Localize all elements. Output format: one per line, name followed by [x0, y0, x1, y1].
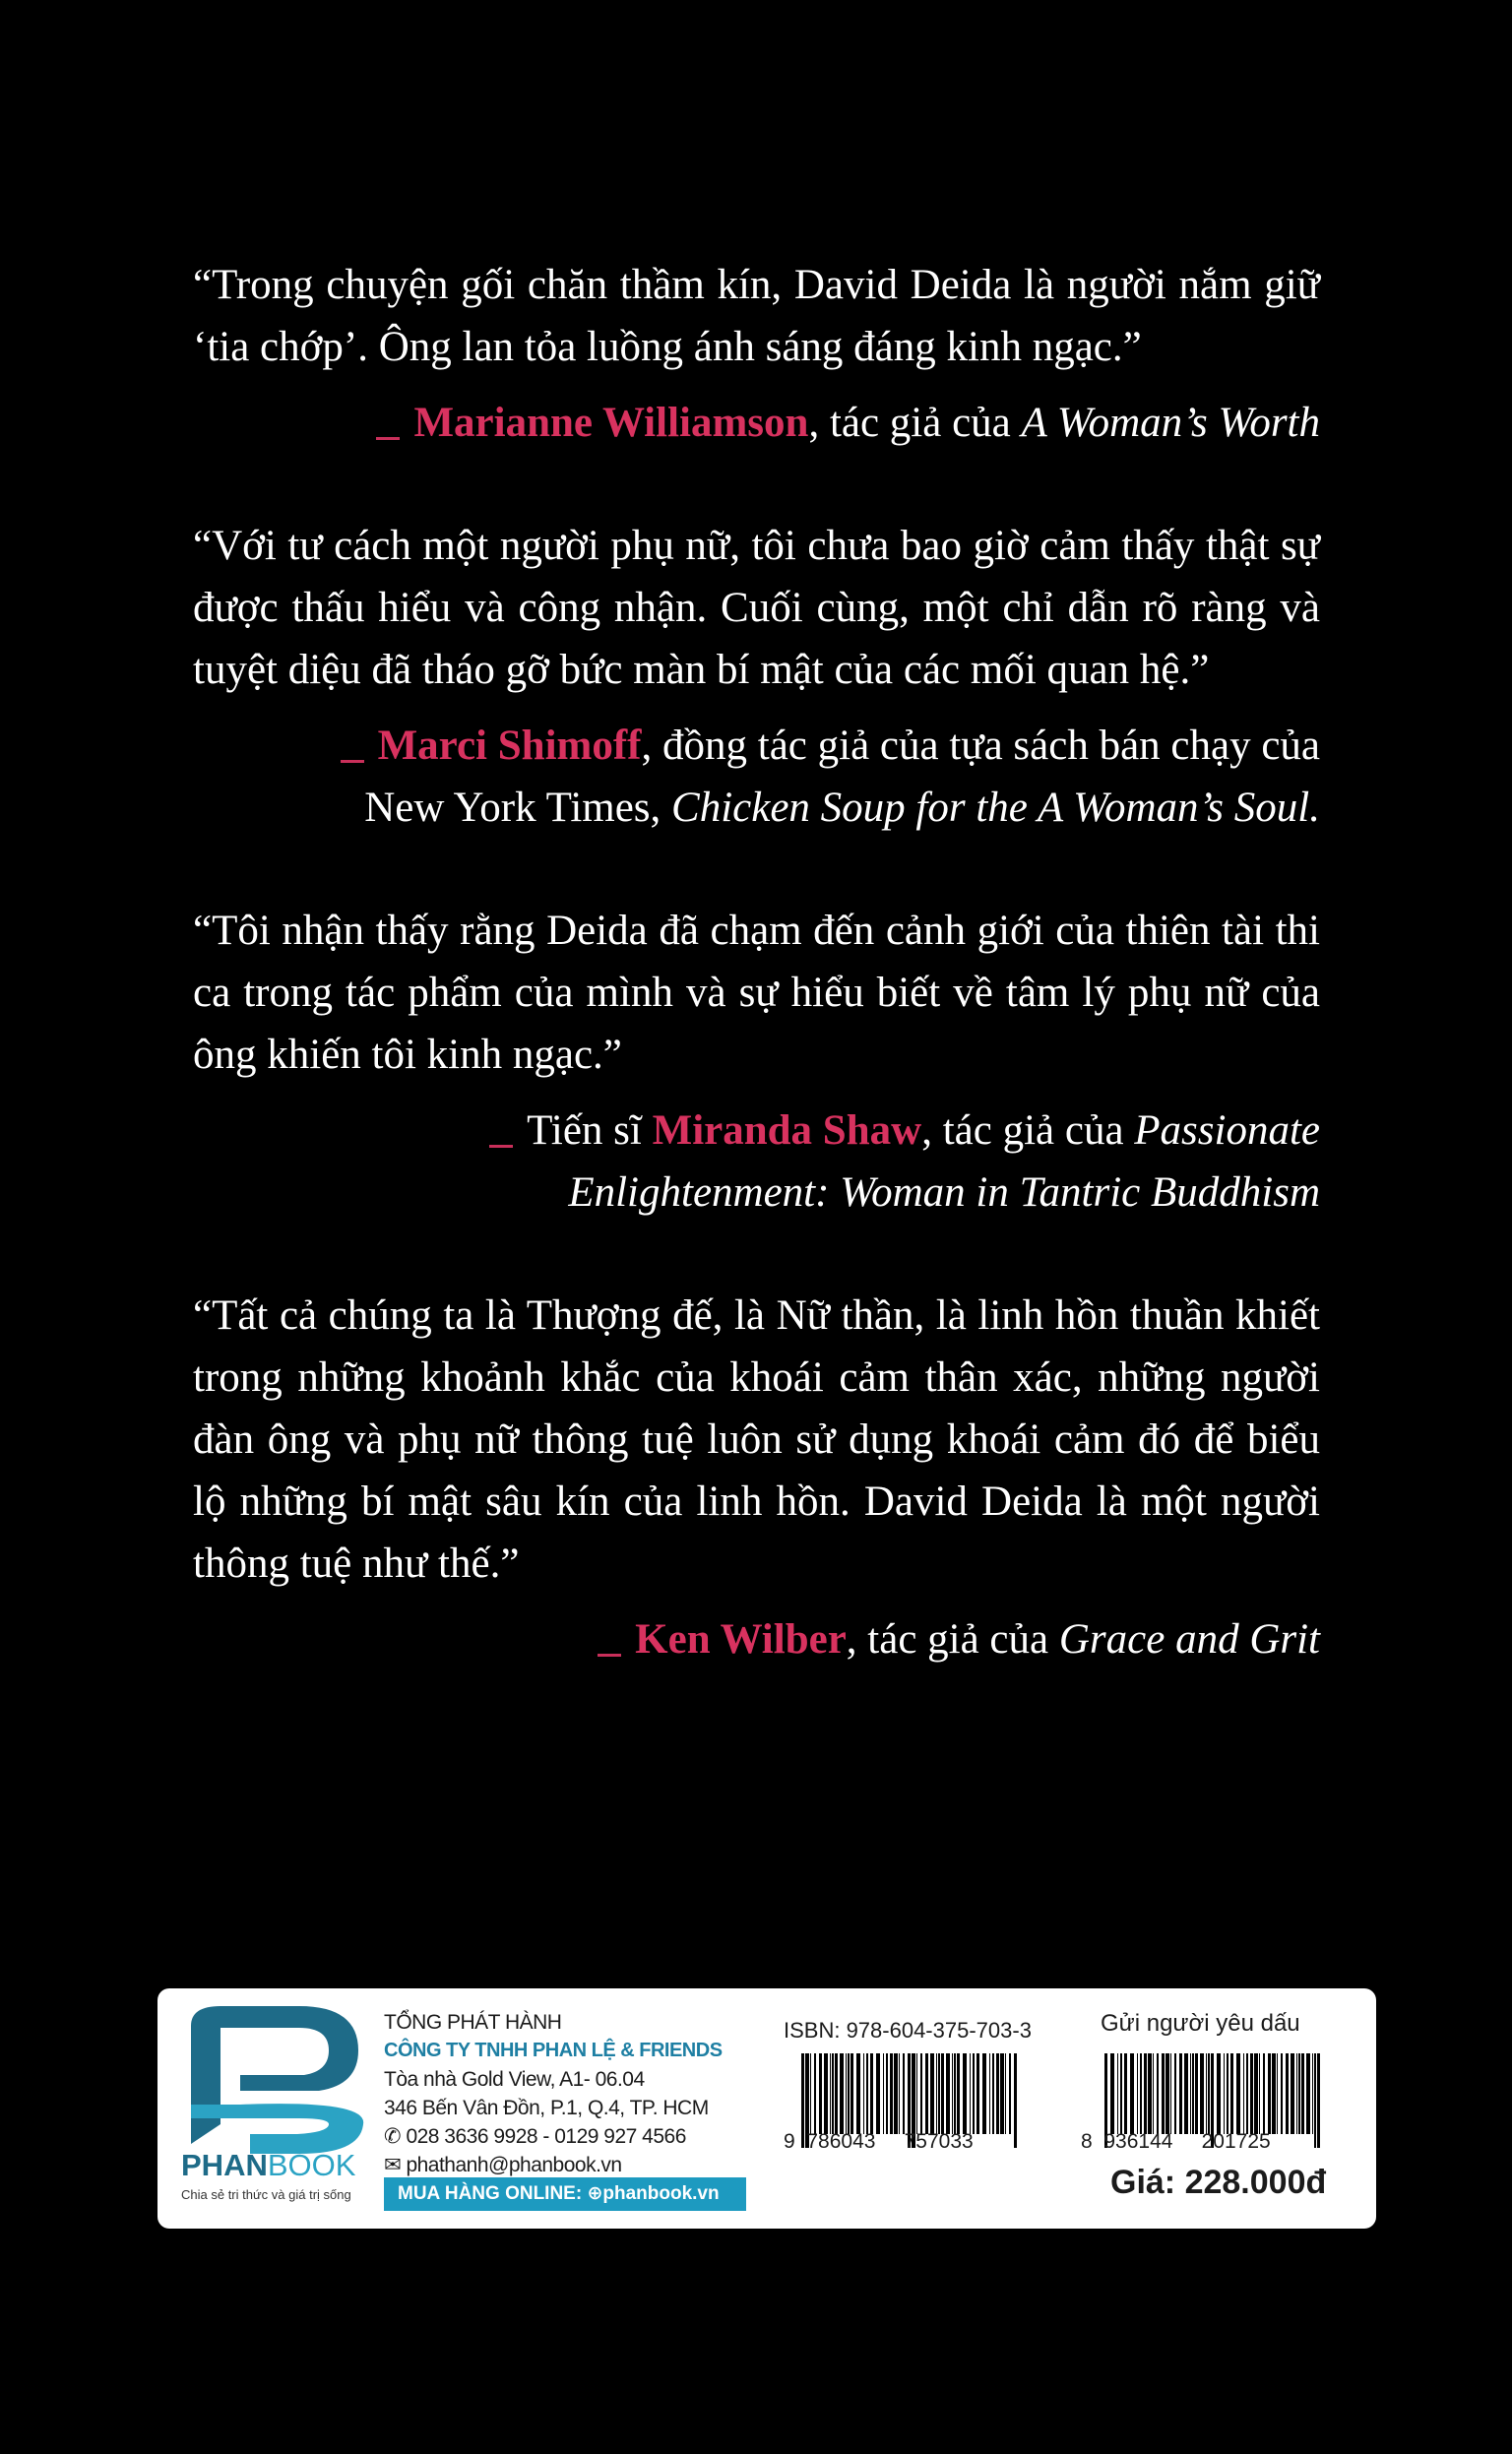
- barcode-bar: [992, 2053, 994, 2134]
- barcode-bar: [1259, 2053, 1260, 2134]
- barcode-bar: [1140, 2053, 1142, 2134]
- barcode-bar: [1227, 2053, 1228, 2134]
- work-title: Grace and Grit: [1058, 1616, 1320, 1663]
- website-link[interactable]: phanbook.vn: [602, 2183, 720, 2204]
- barcode-bar: [1190, 2053, 1191, 2134]
- barcode-bar: [870, 2053, 873, 2134]
- barcode-bar: [1224, 2053, 1225, 2134]
- work-title: A Woman’s Worth: [1021, 400, 1320, 446]
- barcode-bar: [936, 2053, 937, 2134]
- barcode-bar: [1306, 2053, 1310, 2134]
- barcode-bar: [1005, 2053, 1006, 2134]
- barcode-bar: [1298, 2053, 1300, 2134]
- barcode-bar: [1144, 2053, 1147, 2134]
- barcode-bar: [850, 2053, 853, 2134]
- dedication-note: Gửi người yêu dấu: [1101, 2010, 1300, 2037]
- barcode-bar: [890, 2053, 893, 2134]
- barcode-bar: [1110, 2053, 1114, 2134]
- barcode-bar: [886, 2053, 888, 2134]
- barcode-bar: [1157, 2053, 1159, 2134]
- barcode-bar: [883, 2053, 884, 2134]
- barcode-bar: [941, 2053, 944, 2134]
- barcode-bar: [1170, 2053, 1171, 2134]
- barcode-bar: [1272, 2053, 1276, 2134]
- barcode-bar: [863, 2053, 864, 2134]
- barcode-bar: [1286, 2053, 1289, 2134]
- barcode-bar: [1268, 2053, 1271, 2134]
- barcode-bar: [957, 2053, 960, 2134]
- barcode-bar: [1000, 2053, 1004, 2134]
- barcode-bar: [970, 2053, 971, 2134]
- barcode-bar: [963, 2053, 967, 2134]
- barcode-bar: [996, 2053, 999, 2134]
- barcode-bar: [1263, 2053, 1265, 2134]
- barcode-bar: [1243, 2053, 1244, 2134]
- barcode-bar: [938, 2053, 940, 2134]
- barcode-bar: [1314, 2053, 1316, 2148]
- dash-mark: [341, 760, 364, 763]
- barcode-bar: [1250, 2053, 1253, 2134]
- barcode-bar: [1200, 2053, 1204, 2134]
- quote-text: “Với tư cách một người phụ nữ, tôi chưa bao giờ cảm thấy thật sự được thấu hiểu và công nhận. Cuối cùng, một chỉ dẫn rõ ràng và tuyệt diệu đã tháo gỡ bức màn bí mật của các mối quan hệ.”: [193, 523, 1320, 693]
- barcode-bar: [1246, 2053, 1248, 2134]
- barcode-bar: [920, 2053, 922, 2134]
- publisher-company: CÔNG TY TNHH PHAN LỆ & FRIENDS: [384, 2040, 723, 2061]
- logo-tagline: Chia sẻ tri thức và giá trị sống: [181, 2187, 351, 2202]
- barcode-bar: [1230, 2053, 1233, 2134]
- globe-icon: ⊕: [587, 2183, 603, 2204]
- barcode-bar: [1301, 2053, 1304, 2134]
- barcode-bar: [1192, 2053, 1194, 2134]
- online-shop-bar: MUA HÀNG ONLINE: ⊕phanbook.vn: [384, 2177, 746, 2211]
- publisher-details: [384, 2008, 738, 2179]
- barcode-bar: [1291, 2053, 1294, 2134]
- author-name: Marianne Williamson: [413, 400, 809, 446]
- barcode-bar: [814, 2053, 816, 2134]
- quote-4: [193, 1285, 1320, 1670]
- barcode-bar: [976, 2053, 979, 2134]
- barcode-bar: [903, 2053, 905, 2134]
- quote-attribution: Marci Shimoff, đồng tác giả của tựa sách bán chạy của New York Times, Chicken Soup for the A Woman’s Soul.: [193, 715, 1320, 839]
- barcode-bar: [894, 2053, 898, 2134]
- barcode-bar: [856, 2053, 860, 2134]
- phanbook-logo-icon: [181, 2006, 368, 2218]
- quote-attribution: Tiến sĩ Miranda Shaw, tác giả của Passionate Enlightenment: Woman in Tantric Buddhism: [193, 1100, 1320, 1224]
- dash-mark: [376, 437, 400, 440]
- barcode-bar: [989, 2053, 990, 2134]
- barcode-bar: [1120, 2053, 1122, 2134]
- publisher-heading: TỔNG PHÁT HÀNH: [384, 2011, 562, 2034]
- barcode-bar: [1236, 2053, 1240, 2134]
- barcode-bar: [1137, 2053, 1138, 2134]
- quotes-section: [193, 254, 1320, 1731]
- barcode-bar: [1124, 2053, 1127, 2134]
- barcode-bar: [810, 2053, 811, 2134]
- barcode-bar: [866, 2053, 868, 2134]
- barcode-bar: [1208, 2053, 1210, 2134]
- barcode-bar: [1166, 2053, 1169, 2134]
- barcode-bar: [1281, 2053, 1283, 2134]
- barcode-bar: [1217, 2053, 1221, 2134]
- mail-icon: ✉: [384, 2154, 407, 2176]
- barcode-bar: [1014, 2053, 1017, 2148]
- barcode-bar: [1254, 2053, 1258, 2134]
- barcode-bar: [982, 2053, 986, 2134]
- publisher-info-card: [158, 1988, 1376, 2229]
- quote-1: [193, 254, 1320, 454]
- barcode-bar: [1195, 2053, 1198, 2134]
- barcode-bar: [954, 2053, 956, 2134]
- work-title: Chicken Soup for the A Woman’s Soul.: [671, 785, 1320, 831]
- logo-wordmark: PHANBOOK: [181, 2148, 356, 2182]
- barcode-bar: [1174, 2053, 1176, 2134]
- barcode-bar: [819, 2053, 822, 2134]
- barcode-bar: [930, 2053, 934, 2134]
- barcode-bar: [916, 2053, 917, 2134]
- barcode-bar: [876, 2053, 880, 2134]
- barcode-bar: [1206, 2053, 1207, 2134]
- barcode-bar: [973, 2053, 975, 2134]
- barcode-bar: [1317, 2053, 1320, 2148]
- barcode-bar: [840, 2053, 844, 2134]
- barcode-bar: [1117, 2053, 1118, 2134]
- barcode-bar: [835, 2053, 838, 2134]
- publisher-phone: ✆ 028 3636 9928 - 0129 927 4566: [384, 2125, 686, 2148]
- barcode-bar: [832, 2053, 834, 2134]
- barcode-bar: [1130, 2053, 1134, 2134]
- work-title: Passionate Enlightenment: Woman in Tantric Buddhism: [568, 1107, 1320, 1216]
- dash-mark: [489, 1145, 513, 1148]
- barcode-bar: [1312, 2053, 1313, 2134]
- quote-3: [193, 900, 1320, 1224]
- isbn-label: ISBN: 978-604-375-703-3: [784, 2018, 1032, 2043]
- quote-text: “Tất cả chúng ta là Thượng đế, là Nữ thần, là linh hồn thuần khiết trong những khoảnh khắc của khoái cảm thân xác, những người đàn ông và phụ nữ thông tuệ luôn sử dụng khoái cảm đó để biểu lộ những bí mật sâu kín của linh hồn. David Deida là một người thông tuệ như thế.”: [193, 1292, 1320, 1587]
- quote-text: “Trong chuyện gối chăn thầm kín, David Deida là người nắm giữ ‘tia chớp’. Ông lan tỏa luồng ánh sáng đáng kinh ngạc.”: [193, 262, 1320, 370]
- quote-text: “Tôi nhận thấy rằng Deida đã chạm đến cảnh giới của thiên tài thi ca trong tác phẩm của mình và sự hiểu biết về tâm lý phụ nữ của ông khiến tôi kinh ngạc.”: [193, 908, 1320, 1078]
- barcode-bar: [1009, 2053, 1011, 2134]
- publisher-address-2: 346 Bến Vân Đồn, P.1, Q.4, TP. HCM: [384, 2097, 709, 2119]
- barcode-bar: [1184, 2053, 1188, 2134]
- barcode-bar: [846, 2053, 847, 2134]
- quote-attribution: Ken Wilber, tác giả của Grace and Grit: [193, 1608, 1320, 1670]
- barcode-bar: [946, 2053, 950, 2134]
- author-name: Miranda Shaw: [652, 1107, 922, 1154]
- barcode-bar: [925, 2053, 928, 2134]
- barcode-bar: [899, 2053, 900, 2134]
- phone-icon: ✆: [384, 2125, 407, 2148]
- barcode-bar: [1162, 2053, 1165, 2134]
- price-code-digits: 8 936144 201725: [1081, 2130, 1271, 2153]
- author-name: Ken Wilber: [635, 1616, 847, 1663]
- barcode-bar: [952, 2053, 953, 2134]
- dash-mark: [598, 1654, 621, 1657]
- barcode-bar: [1277, 2053, 1278, 2134]
- barcode-bar: [1148, 2053, 1152, 2134]
- publisher-email: ✉ phathanh@phanbook.vn: [384, 2154, 622, 2176]
- author-name: Marci Shimoff: [377, 723, 642, 769]
- quote-attribution: Marianne Williamson, tác giả của A Woman’s Worth: [193, 392, 1320, 454]
- isbn-digits: 9 786043 757033: [784, 2130, 974, 2153]
- quote-2: [193, 515, 1320, 839]
- book-price: Giá: 228.000đ: [1110, 2164, 1327, 2201]
- barcode-bar: [1296, 2053, 1297, 2134]
- barcode-bar: [824, 2053, 828, 2134]
- barcode-bar: [1153, 2053, 1154, 2134]
- barcode-bar: [1179, 2053, 1182, 2134]
- barcode-bar: [848, 2053, 850, 2134]
- barcode-bar: [830, 2053, 831, 2134]
- publisher-address-1: Tòa nhà Gold View, A1- 06.04: [384, 2068, 645, 2091]
